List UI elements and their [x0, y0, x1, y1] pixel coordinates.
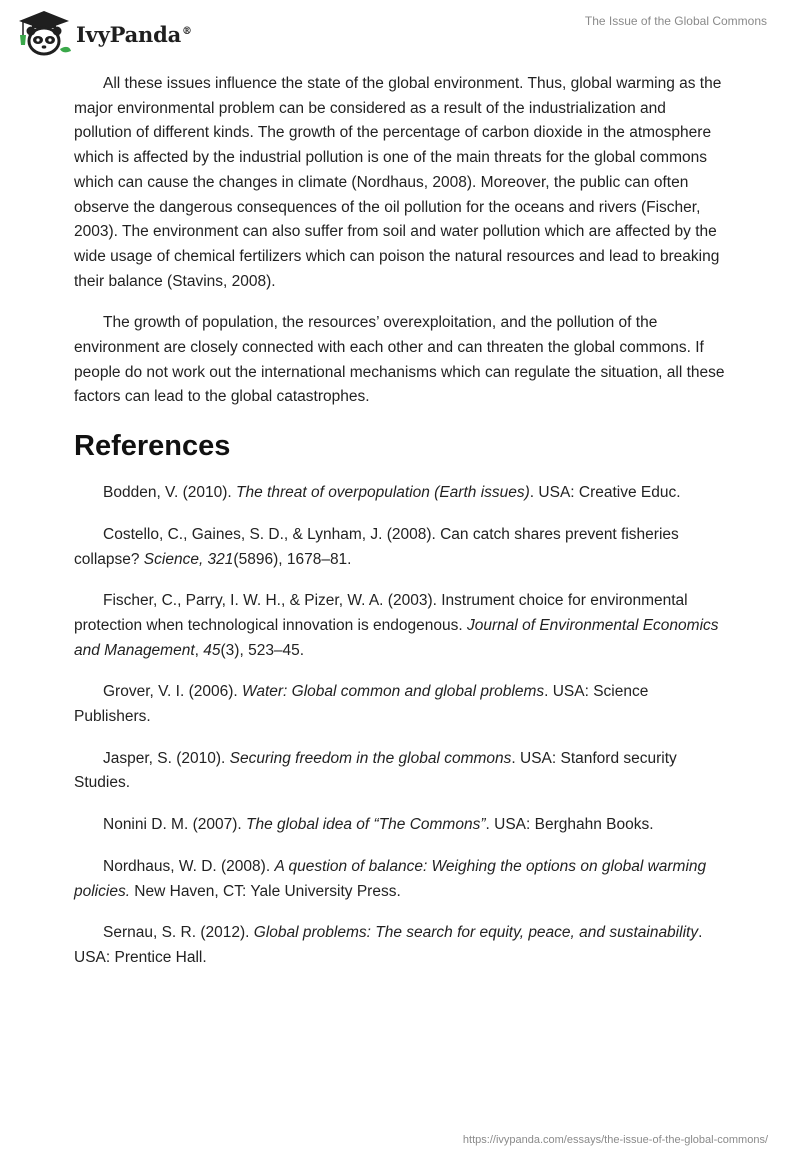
reference-item: Jasper, S. (2010). Securing freedom in the global commons. USA: Stanford security Studies.: [74, 749, 677, 792]
reference-item: Grover, V. I. (2006). Water: Global common and global problems. USA: Science Publishers.: [74, 683, 649, 726]
essay-content: [74, 72, 726, 988]
source-url-link[interactable]: https://ivypanda.com/essays/the-issue-of-the-global-commons/: [462, 1134, 768, 1146]
panda-logo-icon: [14, 9, 72, 57]
references-heading: References: [74, 430, 231, 463]
reference-item: Sernau, S. R. (2012). Global problems: The search for equity, peace, and sustainability. USA: Prentice Hall.: [74, 924, 703, 966]
body-paragraph: The growth of population, the resources’ overexploitation, and the pollution of the environment are closely connected with each other and can threaten the global commons. If people do not work out the international mechanisms which can regulate the situation, all these factors can lead to the global catastrophes.: [74, 314, 725, 406]
reference-item: Costello, C., Gaines, S. D., & Lynham, J. (2008). Can catch shares prevent fisheries collapse? Science, 321(5896), 1678–81.: [74, 525, 679, 568]
reference-item: Nonini D. M. (2007). The global idea of “The Commons”. USA: Berghahn Books.: [103, 816, 654, 834]
reference-item: Bodden, V. (2010). The threat of overpopulation (Earth issues). USA: Creative Educ.: [103, 484, 681, 502]
reference-item: Fischer, C., Parry, I. W. H., & Pizer, W. A. (2003). Instrument choice for environmental protection when technological innovation is endogenous. Journal of Environmental Economics and Management, 45(3), 523–45.: [74, 592, 719, 659]
page-header: [0, 0, 800, 64]
body-paragraph: All these issues influence the state of the global environment. Thus, global warming as the major environmental problem can be considered as a result of the industrialization and pollution of different kinds. The growth of the percentage of carbon dioxide in the atmosphere which is affected by the industrial pollution is one of the main threats for the global commons which can cause the changes in climate (Nordhaus, 2008). Moreover, the public can often observe the dangerous consequences of the oil pollution for the oceans and rivers (Fischer, 2003). The environment can also suffer from soil and water pollution which are affected by the wide usage of chemical fertilizers which can poison the natural resources and lead to breaking their balance (Stavins, 2008).: [74, 75, 722, 290]
document-title: The Issue of the Global Commons: [584, 14, 767, 28]
reference-item: Nordhaus, W. D. (2008). A question of balance: Weighing the options on global warming policies. New Haven, CT: Yale University Press.: [74, 857, 707, 900]
logo-wordmark: IvyPanda®: [76, 21, 192, 47]
ivypanda-logo[interactable]: [14, 9, 192, 57]
